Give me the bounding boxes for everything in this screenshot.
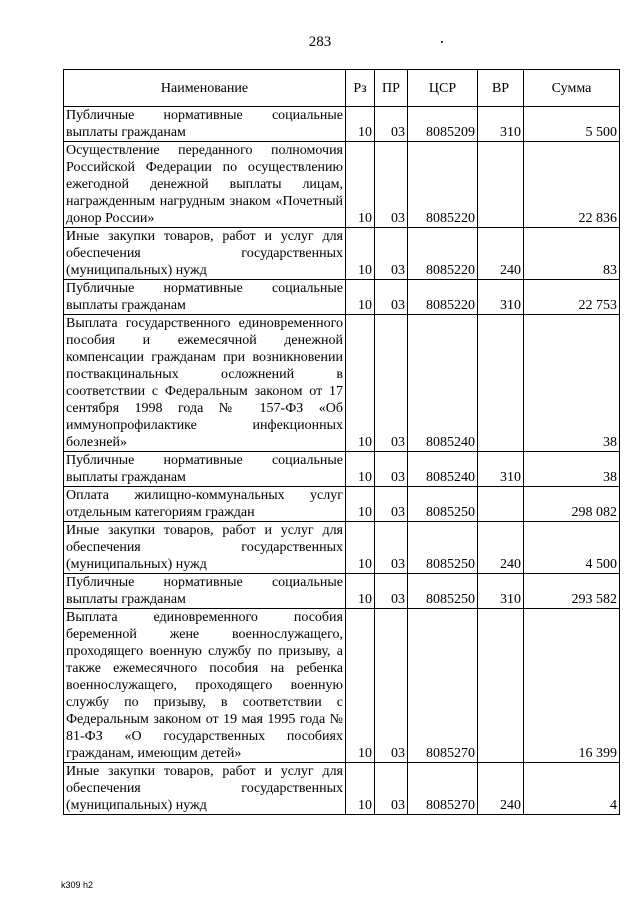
cell-csr: 8085250 <box>408 574 478 609</box>
cell-name: Иные закупки товаров, работ и услуг для обеспечения государственных (муниципальных) нужд <box>64 228 346 280</box>
cell-rz: 10 <box>346 452 375 487</box>
cell-pr: 03 <box>375 315 408 452</box>
cell-vr <box>478 487 524 522</box>
table-row <box>64 574 620 609</box>
cell-csr: 8085240 <box>408 315 478 452</box>
table-row <box>64 107 620 142</box>
cell-csr: 8085240 <box>408 452 478 487</box>
cell-csr: 8085250 <box>408 522 478 574</box>
cell-name: Публичные нормативные социальные выплаты гражданам <box>64 280 346 315</box>
cell-sum: 38 <box>524 315 620 452</box>
cell-rz: 10 <box>346 142 375 228</box>
cell-name: Публичные нормативные социальные выплаты гражданам <box>64 574 346 609</box>
table-header-row <box>64 70 620 107</box>
cell-sum: 16 399 <box>524 609 620 763</box>
cell-vr <box>478 315 524 452</box>
cell-csr: 8085270 <box>408 609 478 763</box>
cell-vr: 310 <box>478 574 524 609</box>
table-row <box>64 763 620 815</box>
footer-code: k309 h2 <box>61 880 94 890</box>
cell-rz: 10 <box>346 609 375 763</box>
cell-name: Иные закупки товаров, работ и услуг для обеспечения государственных (муниципальных) нужд <box>64 763 346 815</box>
cell-csr: 8085270 <box>408 763 478 815</box>
header-vr: ВР <box>478 70 524 107</box>
cell-csr: 8085220 <box>408 228 478 280</box>
table-row <box>64 280 620 315</box>
cell-vr: 310 <box>478 107 524 142</box>
cell-pr: 03 <box>375 107 408 142</box>
cell-csr: 8085250 <box>408 487 478 522</box>
cell-name: Осуществление переданного полномочия Российской Федерации по осуществлению ежегодной денежной выплаты лицам, награжденным нагрудным знаком «Почетный донор России» <box>64 142 346 228</box>
page-number: 283 <box>308 34 332 50</box>
cell-rz: 10 <box>346 763 375 815</box>
header-csr: ЦСР <box>408 70 478 107</box>
cell-name: Публичные нормативные социальные выплаты гражданам <box>64 107 346 142</box>
table-row <box>64 452 620 487</box>
cell-pr: 03 <box>375 609 408 763</box>
cell-pr: 03 <box>375 522 408 574</box>
cell-vr <box>478 142 524 228</box>
cell-sum: 4 500 <box>524 522 620 574</box>
table-row <box>64 609 620 763</box>
cell-sum: 5 500 <box>524 107 620 142</box>
header-sum: Сумма <box>524 70 620 107</box>
cell-sum: 293 582 <box>524 574 620 609</box>
cell-rz: 10 <box>346 487 375 522</box>
header-name: Наименование <box>64 70 346 107</box>
cell-pr: 03 <box>375 228 408 280</box>
cell-pr: 03 <box>375 280 408 315</box>
table-row <box>64 315 620 452</box>
cell-name: Выплата государственного единовременного пособия и ежемесячной денежной компенсации гражданам при возникновении поствакцинальных осложнений в соответствии с Федеральным законом от 17 сентября 1998 года № 157-ФЗ «Об иммунопрофилактике инфекционных болезней» <box>64 315 346 452</box>
cell-sum: 83 <box>524 228 620 280</box>
cell-vr: 310 <box>478 280 524 315</box>
header-pr: ПР <box>375 70 408 107</box>
cell-rz: 10 <box>346 280 375 315</box>
cell-pr: 03 <box>375 487 408 522</box>
cell-sum: 298 082 <box>524 487 620 522</box>
cell-csr: 8085220 <box>408 142 478 228</box>
table-row <box>64 487 620 522</box>
cell-vr: 240 <box>478 763 524 815</box>
cell-pr: 03 <box>375 574 408 609</box>
cell-name: Оплата жилищно-коммунальных услуг отдельным категориям граждан <box>64 487 346 522</box>
cell-vr: 310 <box>478 452 524 487</box>
cell-csr: 8085209 <box>408 107 478 142</box>
cell-rz: 10 <box>346 522 375 574</box>
cell-sum: 38 <box>524 452 620 487</box>
cell-vr: 240 <box>478 522 524 574</box>
cell-rz: 10 <box>346 107 375 142</box>
cell-rz: 10 <box>346 228 375 280</box>
cell-rz: 10 <box>346 574 375 609</box>
cell-vr <box>478 609 524 763</box>
cell-sum: 4 <box>524 763 620 815</box>
header-rz: Рз <box>346 70 375 107</box>
table-row <box>64 522 620 574</box>
cell-name: Выплата единовременного пособия беременной жене военнослужащего, проходящего военную службу по призыву, а также ежемесячного пособия на ребенка военнослужащего, проходящего военную службу по призыву, в соответствии с Федеральным законом от 19 мая 1995 года № 81-ФЗ «О государственных пособиях гражданам, имеющим детей» <box>64 609 346 763</box>
budget-table <box>63 69 620 815</box>
cell-name: Иные закупки товаров, работ и услуг для обеспечения государственных (муниципальных) нужд <box>64 522 346 574</box>
cell-rz: 10 <box>346 315 375 452</box>
cell-sum: 22 836 <box>524 142 620 228</box>
cell-sum: 22 753 <box>524 280 620 315</box>
cell-name: Публичные нормативные социальные выплаты гражданам <box>64 452 346 487</box>
cell-vr: 240 <box>478 228 524 280</box>
table-row <box>64 142 620 228</box>
cell-csr: 8085220 <box>408 280 478 315</box>
cell-pr: 03 <box>375 142 408 228</box>
table-row <box>64 228 620 280</box>
scan-speck <box>441 41 443 43</box>
cell-pr: 03 <box>375 763 408 815</box>
cell-pr: 03 <box>375 452 408 487</box>
